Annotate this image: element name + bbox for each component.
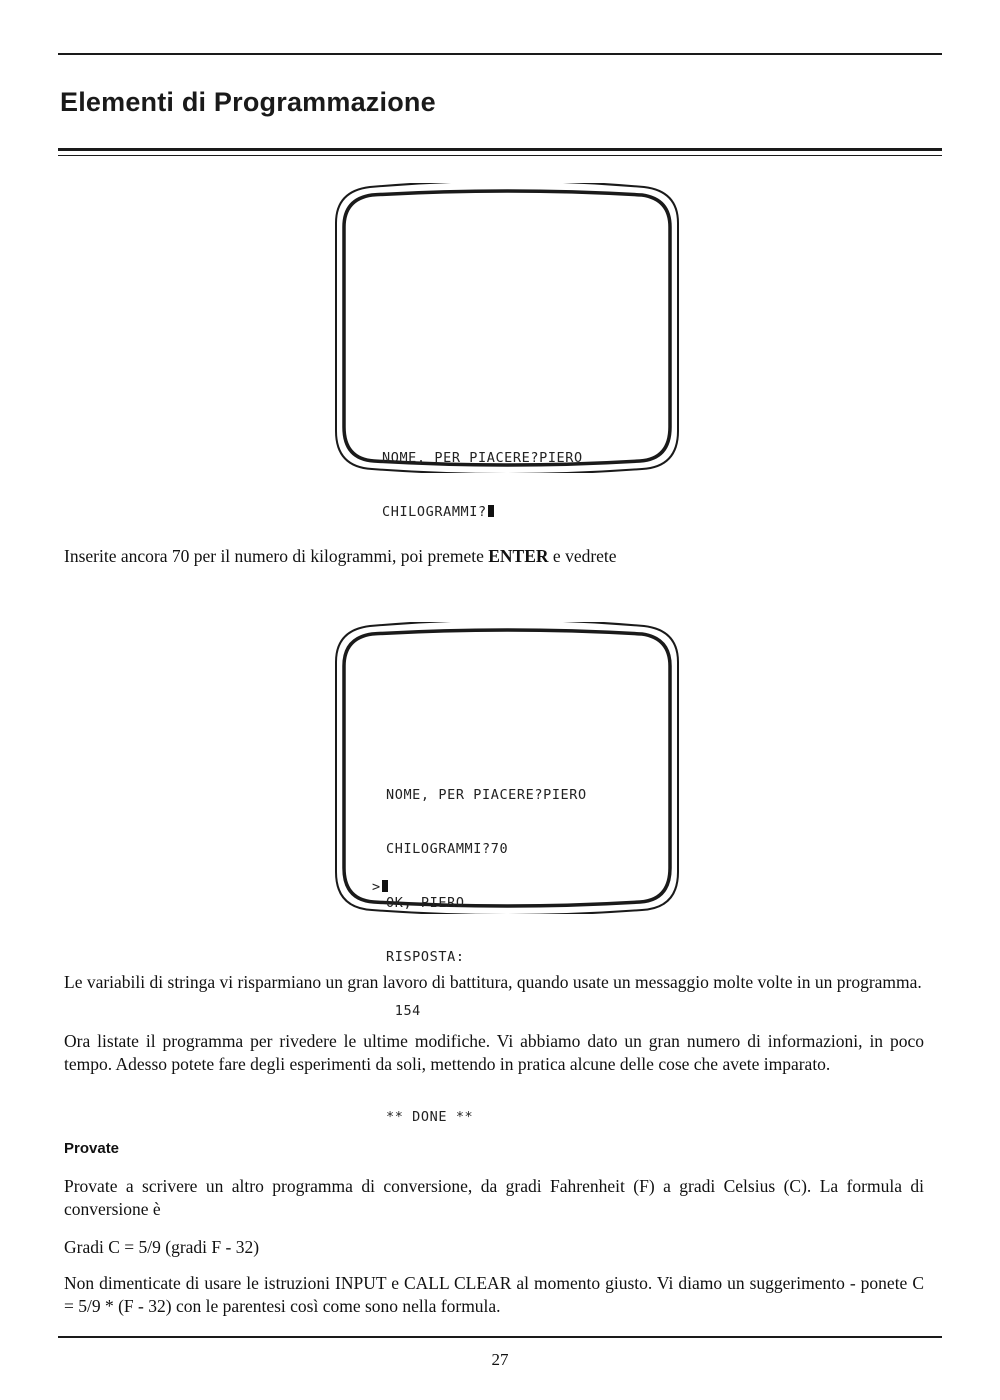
screen-1-line-2 (382, 503, 583, 521)
screen-2-line-4: RISPOSTA: (386, 949, 465, 965)
screen-1-output (382, 413, 583, 557)
cursor-block-2 (382, 880, 388, 892)
screen-2-output (386, 750, 587, 1162)
top-rule (58, 53, 942, 55)
screen-2-line-5: 154 (386, 1003, 421, 1019)
page-title: Elementi di Programmazione (60, 87, 436, 117)
section-paragraph-1: Provate a scrivere un altro programma di conversione, da gradi Fahrenheit (F) a gradi Celsius (C). La formula di conversione è (64, 1176, 924, 1219)
section-heading: Provate (64, 1140, 120, 1157)
monitor-screen-1 (332, 183, 682, 520)
screen-2-line-3: OK, PIERO (386, 895, 465, 911)
screen-2-done-line: ** DONE ** (386, 1109, 474, 1125)
screen-2-line-2: CHILOGRAMMI?70 (386, 841, 509, 857)
enter-key-label: ENTER (488, 546, 549, 566)
screen-1-line-1: NOME, PER PIACERE?PIERO (382, 450, 583, 466)
title-rule-thin (58, 155, 942, 156)
body-paragraph-1: Le variabili di stringa vi risparmiano un gran lavoro di battitura, quando usate un messaggio molte volte in un programma. (64, 972, 922, 992)
body-paragraph-2: Ora listate il programma per rivedere le ultime modifiche. Vi abbiamo dato un gran numero di informazioni, in poco tempo. Adesso potete fare degli esperimenti da soli, mettendo in pratica alcune delle cose che avete imparato. (64, 1031, 924, 1074)
monitor-screen-2 (332, 622, 682, 1125)
instruction-paragraph (64, 545, 924, 568)
page-number: 27 (491, 1350, 509, 1369)
prompt-symbol: > (372, 879, 381, 895)
screen-2-prompt-line (372, 878, 388, 896)
instruction-after: e vedrete (548, 546, 617, 566)
section-paragraph-2: Non dimenticate di usare le istruzioni INPUT e CALL CLEAR al momento giusto. Vi diamo un suggerimento - ponete C = 5/9 * (F - 32) con le parentesi così come sono nella formula. (64, 1273, 924, 1316)
screen-2-line-1: NOME, PER PIACERE?PIERO (386, 787, 587, 803)
formula-line: Gradi C = 5/9 (gradi F - 32) (64, 1237, 260, 1257)
screen-1-line-2-text: CHILOGRAMMI? (382, 504, 487, 520)
bottom-rule (58, 1336, 942, 1338)
cursor-block (488, 505, 494, 517)
instruction-before: Inserite ancora 70 per il numero di kilogrammi, poi premete (64, 546, 489, 566)
title-rule-thick (58, 148, 942, 151)
